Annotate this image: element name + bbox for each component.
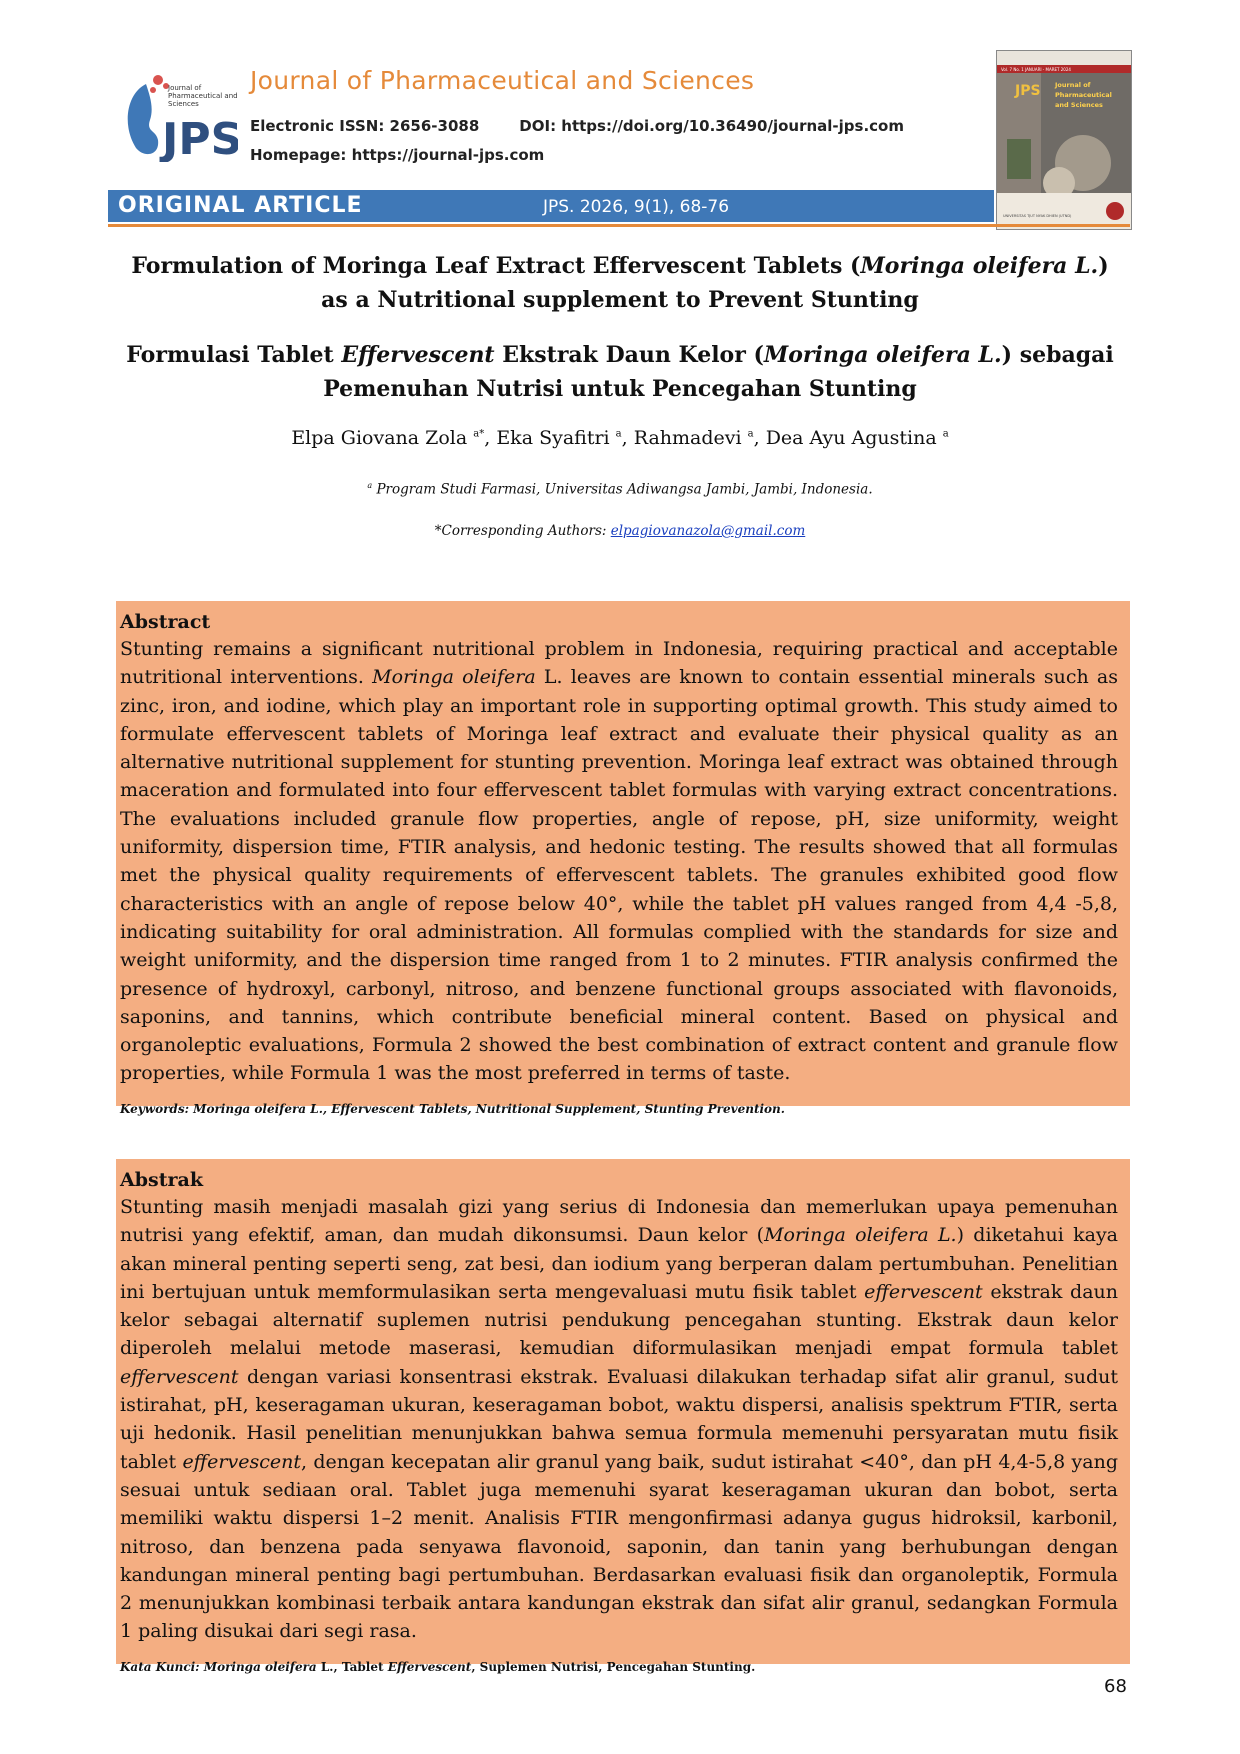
- article-type-label: ORIGINAL ARTICLE: [118, 193, 363, 218]
- author-name: Elpa Giovana Zola: [291, 427, 468, 449]
- author-name: Eka Syafitri: [496, 427, 610, 449]
- svg-text:Sciences: Sciences: [168, 100, 199, 108]
- title-indonesian: Formulasi Tablet Effervescent Ekstrak Daun Kelor (Moringa oleifera L.) sebagai Pemenuhan Nutrisi untuk Pencegahan Stunting: [126, 342, 1114, 402]
- logo-text: JPS: [162, 114, 238, 162]
- cover-logo-text: JPS: [1015, 83, 1041, 99]
- abstract-text: Stunting remains a significant nutritional problem in Indonesia, requiring practical and acceptable nutritional interventions. Moringa oleifera L. leaves are known to contain essential minerals such as zinc, iron, and iodine, which play an important role in supporting optimal growth. This study aimed to formulate effervescent tablets of Moringa leaf extract and evaluate their physical quality as an alternative nutritional supplement for stunting prevention. Moringa leaf extract was obtained through maceration and formulated into four effervescent tablet formulas with varying extract concentrations. The evaluations included granule flow properties, angle of repose, pH, size uniformity, weight uniformity, dispersion time, FTIR analysis, and hedonic testing. The results showed that all formulas met the physical quality requirements of effervescent tablets. The granules exhibited good flow characteristics with an angle of repose below 40°, while the tablet pH values ranged from 4,4 -5,8, indicating suitability for oral administration. All formulas complied with the standards for size and weight uniformity, and the dispersion time ranged from 1 to 2 minutes. FTIR analysis confirmed the presence of hydroxyl, carbonyl, nitroso, and benzene functional groups associated with flavonoids, saponins, and tannins, which contribute beneficial mineral content. Based on physical and organoleptic evaluations, Formula 2 showed the best combination of extract content and granule flow properties, while Formula 1 was the most preferred in terms of taste.: [120, 638, 1119, 1085]
- svg-text:and Sciences: and Sciences: [1055, 101, 1103, 109]
- svg-text:Journal of: Journal of: [1055, 81, 1091, 89]
- abstrak-heading: Abstrak: [120, 1169, 203, 1191]
- author-name: Rahmadevi: [633, 427, 742, 449]
- issn-doi-line: [250, 117, 904, 135]
- abstract-heading: Abstract: [120, 611, 211, 633]
- corresponding-author: *Corresponding Authors: elpagiovanazola@gmail.com: [434, 523, 806, 539]
- author-name: Dea Ayu Agustina: [765, 427, 937, 449]
- journal-logo: [120, 70, 238, 162]
- affiliation: $^a$ Program Studi Farmasi, Universitas Adiwangsa Jambi, Jambi, Indonesia.: [367, 481, 873, 498]
- citation: JPS. 2026, 9(1), 68-76: [543, 197, 730, 217]
- title-english: Formulation of Moringa Leaf Extract Effervescent Tablets (Moringa oleifera L.) as a Nutritional supplement to Prevent Stunting: [131, 253, 1109, 313]
- svg-text:Pharmaceutical: Pharmaceutical: [1055, 91, 1112, 99]
- keywords: Keywords: Moringa oleifera L., Effervescent Tablets, Nutritional Supplement, Stunting Prevention.: [120, 1101, 785, 1116]
- cover-strip-text: Vol. 7 No. 1 JANUARI - MARET 2024: [1001, 67, 1071, 72]
- email-link[interactable]: elpagiovanazola@gmail.com: [610, 523, 806, 539]
- issn: Electronic ISSN: 2656-3088: [250, 117, 480, 135]
- banner-underline: [108, 224, 1130, 227]
- doi-link[interactable]: DOI: https://doi.org/10.36490/journal-jps.com: [519, 117, 904, 135]
- abstract-indonesian: [116, 1159, 1130, 1674]
- abstract-english: [116, 601, 1130, 1116]
- journal-cover-image: [996, 50, 1132, 230]
- journal-title: Journal of Pharmaceutical and Sciences: [250, 66, 755, 95]
- svg-text:Journal of: Journal of: [168, 84, 202, 92]
- abstrak-text: Stunting masih menjadi masalah gizi yang serius di Indonesia dan memerlukan upaya pemenuhan nutrisi yang efektif, aman, dan mudah dikonsumsi. Daun kelor (Moringa oleifera L.) diketahui kaya akan mineral penting seperti seng, zat besi, dan iodium yang berperan dalam pertumbuhan. Penelitian ini bertujuan untuk memformulasikan serta mengevaluasi mutu fisik tablet effervescent ekstrak daun kelor sebagai alternatif suplemen nutrisi pendukung pencegahan stunting. Ekstrak daun kelor diperoleh melalui metode maserasi, kemudian diformulasikan menjadi empat formula tablet effervescent dengan variasi konsentrasi ekstrak. Evaluasi dilakukan terhadap sifat alir granul, sudut istirahat, pH, keseragaman ukuran, keseragaman bobot, waktu dispersi, analisis spektrum FTIR, serta uji hedonik. Hasil penelitian menunjukkan bahwa semua formula memenuhi persyaratan mutu fisik tablet effervescent, dengan kecepatan alir granul yang baik, sudut istirahat <40°, dan pH 4,4-5,8 yang sesuai untuk sediaan oral. Tablet juga memenuhi syarat keseragaman ukuran dan bobot, serta memiliki waktu dispersi 1–2 menit. Analisis FTIR mengonfirmasi adanya gugus hidroksil, karbonil, nitroso, dan benzena pada senyawa flavonoid, saponin, dan tanin yang berhubungan dengan kandungan mineral penting bagi pertumbuhan. Berdasarkan evaluasi fisik dan organoleptik, Formula 2 menunjukkan kombinasi terbaik antara kandungan ekstrak dan sifat alir granul, sedangkan Formula 1 paling disukai dari segi rasa.: [120, 1196, 1119, 1643]
- kata-kunci: Kata Kunci: Moringa oleifera L., Tablet Effervescent, Suplemen Nutrisi, Pencegahan Stunting.: [120, 1659, 756, 1674]
- cover-publisher: UNIVERSITAS TJUT NYAK DHIEN (UTND): [1003, 214, 1072, 218]
- homepage-link[interactable]: Homepage: https://journal-jps.com: [250, 146, 545, 164]
- page-number: 68: [1104, 1676, 1127, 1697]
- svg-text:Pharmaceutical and: Pharmaceutical and: [168, 92, 238, 100]
- author-list: Elpa Giovana Zola $^{a*}$, Eka Syafitri $^a$, Rahmadevi $^a$, Dea Ayu Agustina $^a$: [291, 427, 949, 449]
